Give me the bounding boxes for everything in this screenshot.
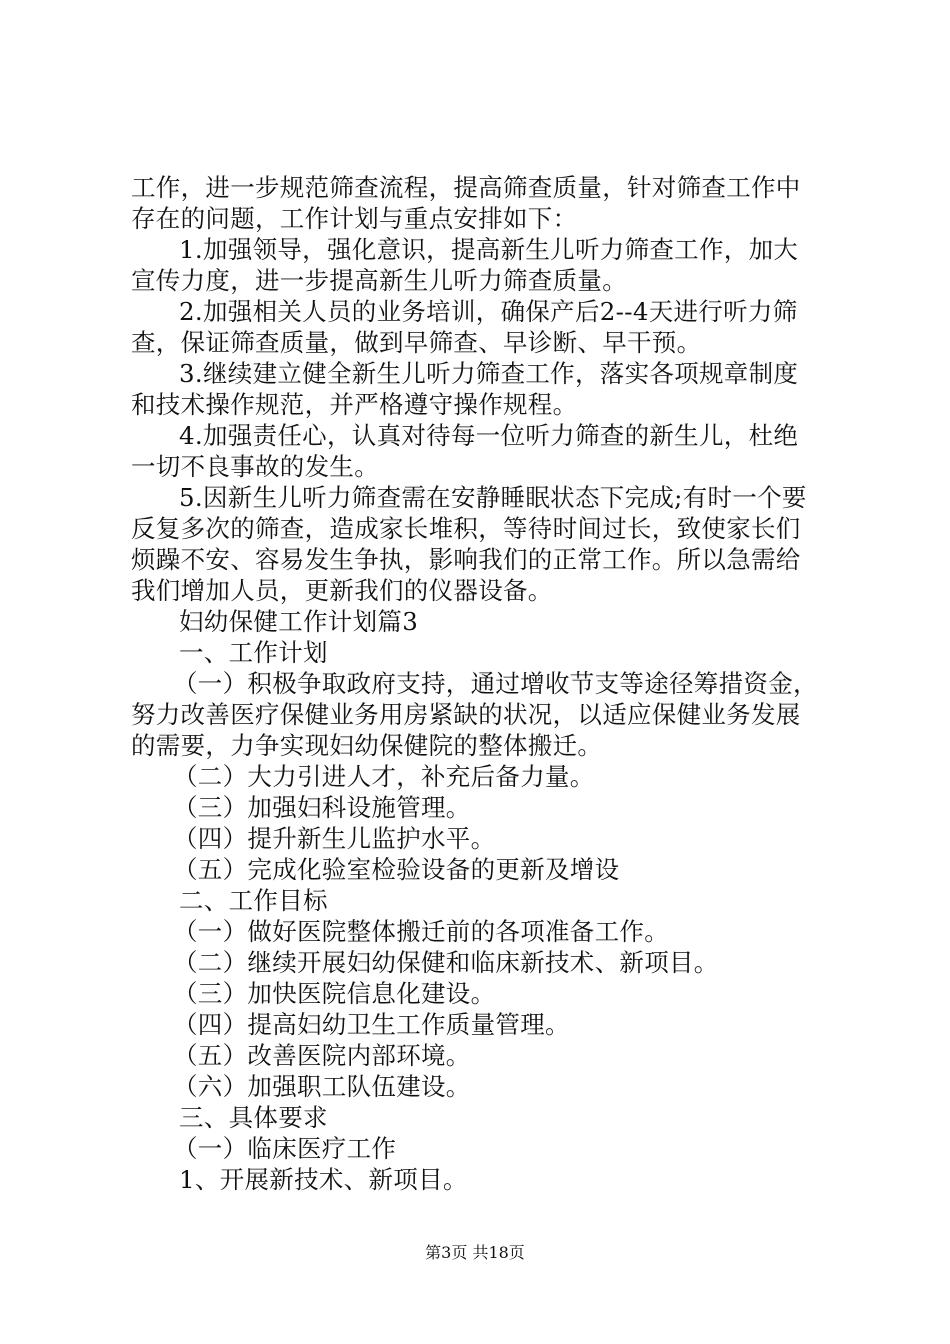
text-line: 的需要，力争实现妇幼保健院的整体搬迁。 [131,731,603,760]
text-line: （六）加强职工队伍建设。 [173,1072,471,1101]
text-line: 努力改善医疗保健业务用房紧缺的状况，以适应保健业务发展 [131,700,801,729]
text-line: （五）改善医院内部环境。 [173,1041,471,1070]
text-line: 宣传力度，进一步提高新生儿听力筛查质量。 [131,266,627,295]
text-line: 存在的问题，工作计划与重点安排如下： [131,204,578,233]
text-line: 4.加强责任心，认真对待每一位听力筛查的新生儿，杜绝 [179,421,799,450]
text-line: 二、工作目标 [179,886,328,915]
text-line: 工作，进一步规范筛查流程，提高筛查质量，针对筛查工作中 [131,173,801,202]
text-line: 三、具体要求 [179,1103,328,1132]
page-footer: 第3页 共18页 [425,1243,525,1262]
text-line: 烦躁不安、容易发生争执，影响我们的正常工作。所以急需给 [131,545,801,574]
text-line: （四）提升新生儿监护水平。 [173,824,496,853]
text-line: （一）积极争取政府支持，通过增收节支等途径筹措资金， [173,669,818,698]
text-line: 一、工作计划 [179,638,328,667]
text-line: 查，保证筛查质量，做到早筛查、早诊断、早干预。 [131,328,702,357]
text-line: 1.加强领导，强化意识，提高新生儿听力筛查工作，加大 [179,235,799,264]
text-line: 5.因新生儿听力筛查需在安静睡眠状态下完成;有时一个要 [179,483,807,512]
text-line: 1、开展新技术、新项目。 [179,1165,468,1194]
text-line: （三）加强妇科设施管理。 [173,793,471,822]
text-line: （二）大力引进人才，补充后备力量。 [173,762,595,791]
text-line: 和技术操作规范，并严格遵守操作规程。 [131,390,578,419]
text-line: （四）提高妇幼卫生工作质量管理。 [173,1010,570,1039]
text-line: （一）做好医院整体搬迁前的各项准备工作。 [173,917,669,946]
text-line: 3.继续建立健全新生儿听力筛查工作，落实各项规章制度 [179,359,799,388]
text-line: 一切不良事故的发生。 [131,452,379,481]
document-body [131,172,831,1195]
text-line: （三）加快医院信息化建设。 [173,979,496,1008]
text-line: 反复多次的筛查，造成家长堆积，等待时间过长，致使家长们 [131,514,801,543]
text-line: 我们增加人员，更新我们的仪器设备。 [131,576,553,605]
text-line: （二）继续开展妇幼保健和临床新技术、新项目。 [173,948,719,977]
text-line: 2.加强相关人员的业务培训，确保产后2--4天进行听力筛 [179,297,798,326]
text-line: 妇幼保健工作计划篇3 [179,607,419,636]
text-line: （五）完成化验室检验设备的更新及增设 [173,855,620,884]
text-line: （一）临床医疗工作 [173,1134,397,1163]
